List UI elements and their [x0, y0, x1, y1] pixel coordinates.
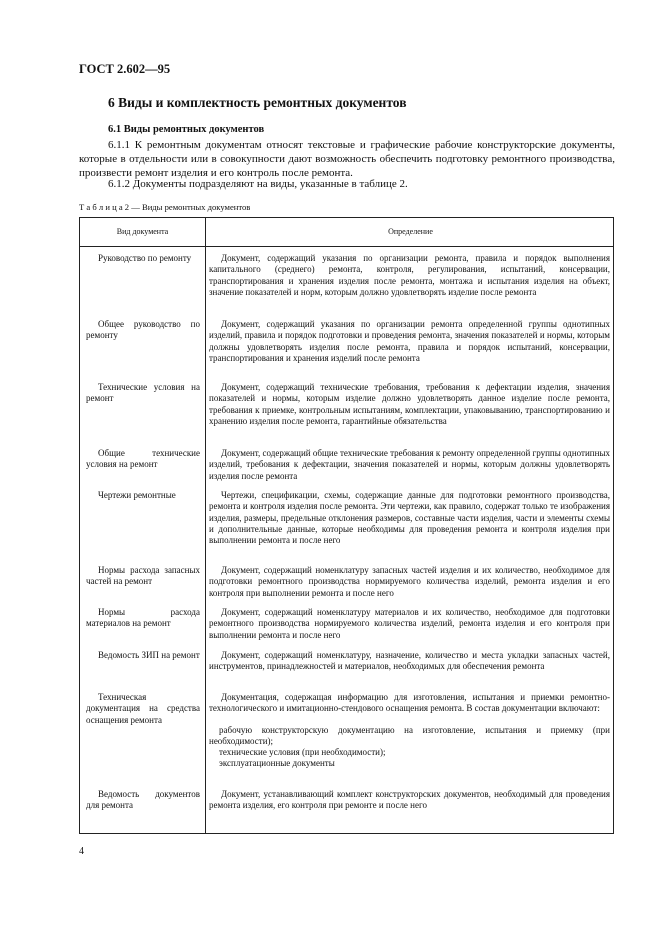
row-definition: Документ, содержащий указания по организации ремонта, правила и порядок выполнения капитального (среднего) ремонта, контроля, регулирования, испытаний, консервации, транспортирования и хранения изделия после ремонта, монтажа и испытания изделия на объект, значение показателей и норм, которым должно удовлетворять изделие после ремонта: [209, 253, 610, 297]
section-title: 6 Виды и комплектность ремонтных документов: [108, 95, 407, 110]
paragraph-6-1-1: 6.1.1 К ремонтным документам относят текстовые и графические рабочие конструкторские документы, которые в отдельности или в совокупности дают возможность обеспечить подготовку ремонтного производства, произвести ремонт изделия и его контроль после ремонта.: [79, 139, 615, 179]
row-definition: Документ, содержащий номенклатуру запасных частей изделия и их количество, необходимое для подготовки ремонтного производства нормируемого количества изделий, ремонта изделия и его контроля при выполнении ремонта и после него: [209, 565, 610, 598]
row-definition: [209, 692, 610, 770]
row-type: Технические условия на ремонт: [86, 382, 200, 404]
list-item: технические условия (при необходимости);: [219, 747, 386, 758]
header-divider: [80, 246, 613, 247]
table-caption: Т а б л и ц а 2 — Виды ремонтных документов: [79, 202, 251, 212]
column-header-definition: Определение: [388, 227, 433, 236]
row-definition-text: Документация, содержащая информацию для изготовления, испытания и приемки ремонтно-технологического и имитационно-стендового оснащения ремонта. В состав документации включают:: [209, 692, 610, 714]
list-item: рабочую конструкторскую документацию на изготовление, испытания и приемку (при необходимости);: [209, 724, 610, 746]
row-type: Общее руководство по ремонту: [86, 319, 200, 341]
row-definition: Документ, содержащий номенклатуру, назначение, количество и места укладки запасных частей, инструментов, принадлежностей и материалов, необходимых для обеспечения ремонта: [209, 650, 610, 672]
subsection-title: 6.1 Виды ремонтных документов: [108, 124, 265, 135]
paragraph-6-1-2: 6.1.2 Документы подразделяют на виды, указанные в таблице 2.: [108, 178, 408, 190]
row-type: Нормы расхода запасных частей на ремонт: [86, 565, 200, 587]
row-type: Ведомость документов для ремонта: [86, 789, 200, 811]
document-header: ГОСТ 2.602—95: [79, 62, 171, 76]
row-definition: Документ, содержащий номенклатуру материалов и их количество, необходимое для подготовки ремонтного производства нормируемого количества изделий, ремонта изделия и его контроля при выполнении ремонта и после него: [209, 607, 610, 640]
row-definition: Документ, содержащий общие технические требования к ремонту определенной группы однотипных изделий, требования к дефектации, значения показателей и нормы, которым должны удовлетворять изделия после ремонта: [209, 448, 610, 481]
row-definition: Документ, содержащий указания по организации ремонта определенной группы однотипных изделий, правила и порядок подготовки и проведения ремонта, значения показателей и нормы, которым должны удовлетворять изделия после ремонта, правила и порядок испытаний, консервации, транспортирования и хранения изделий после ремонта: [209, 319, 610, 363]
page-number: 4: [79, 846, 84, 857]
row-type: Чертежи ремонтные: [98, 490, 176, 500]
row-definition: Документ, содержащий технические требования, требования к дефектации изделия, значения показателей и нормы, которым изделие должно удовлетворять данное изделие после ремонта, требования к приемке, контрольным испытаниям, комплектации, упаковыванию, транспортированию и хранению изделия после ремонта, гарантийные обязательства: [209, 382, 610, 426]
column-divider: [205, 218, 206, 833]
row-definition: Чертежи, спецификации, схемы, содержащие данные для подготовки ремонтного производства, ремонта и контроля изделия после ремонта. Эти чертежи, как правило, содержат только те изображения изделия, размеры, предельные отклонения размеров, составные части изделия, части и элементы схемы и дополнительные данные, которые необходимы для проведения ремонта и контроля изделия при выполнении ремонта и после него: [209, 490, 610, 546]
column-header-type: Вид документа: [116, 227, 169, 236]
document-types-table: [79, 217, 614, 834]
row-type: Общие технические условия на ремонт: [86, 448, 200, 470]
row-type: Нормы расхода материалов на ремонт: [86, 607, 200, 629]
row-type: Руководство по ремонту: [98, 253, 192, 263]
row-definition: Документ, устанавливающий комплект конструкторских документов, необходимый для проведения ремонта изделия, его контроля при ремонте и после него: [209, 789, 610, 811]
row-type: Ведомость ЗИП на ремонт: [98, 650, 200, 660]
list-item: эксплуатационные документы: [219, 758, 335, 769]
row-type: Техническая документация на средства оснащения ремонта: [86, 692, 200, 725]
